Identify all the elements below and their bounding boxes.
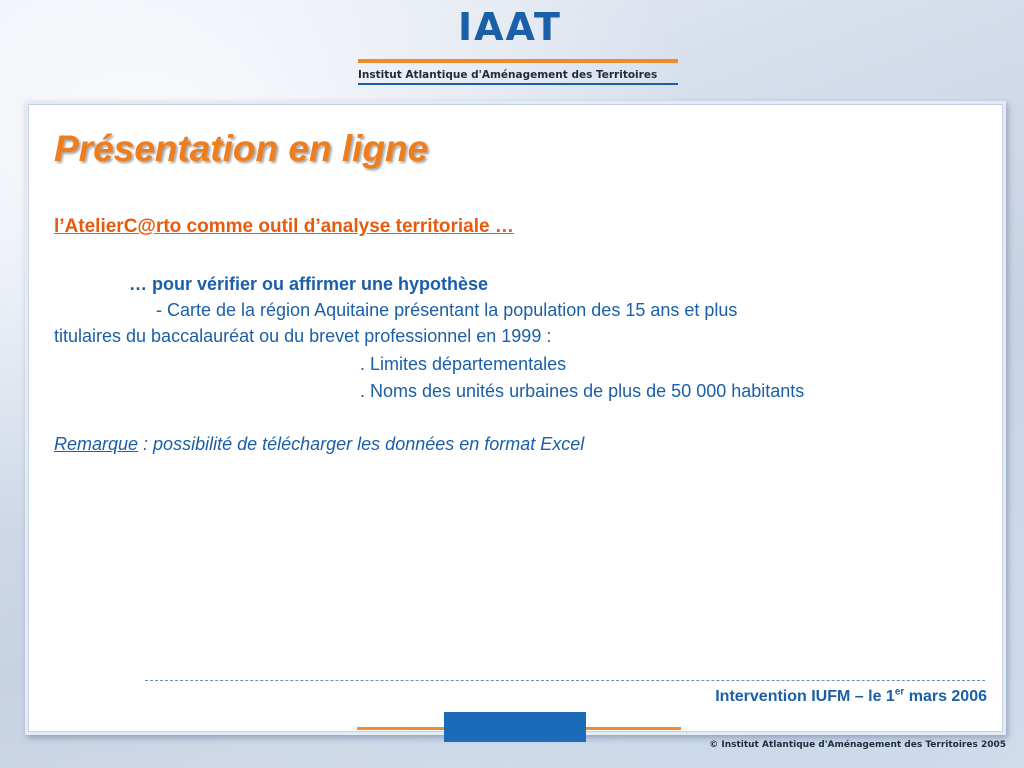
logo-blue-rule xyxy=(358,83,678,85)
footer-orange-bar-right xyxy=(586,727,681,730)
logo-wordmark: IAAT xyxy=(458,5,562,49)
footer-event-sup: er xyxy=(894,686,905,698)
footer-event-note xyxy=(715,688,987,706)
content-panel xyxy=(25,101,1006,735)
logo-orange-rule xyxy=(358,59,678,63)
slide-title: Présentation en ligne xyxy=(54,128,429,169)
map-layer-urban-units: . Noms des unités urbaines de plus de 50 000 habitants xyxy=(360,381,805,401)
footer-dashed-divider xyxy=(145,680,985,681)
remark xyxy=(54,434,584,455)
slide-subtitle: l’AtelierC@rto comme outil d’analyse territoriale … xyxy=(54,216,514,237)
logo-subtitle: Institut Atlantique d'Aménagement des Territoires xyxy=(358,69,658,81)
remark-label[interactable]: Remarque xyxy=(54,434,139,454)
footer-orange-bar-left xyxy=(357,727,444,730)
footer-event-prefix: Intervention IUFM – le 1 xyxy=(715,688,895,705)
map-description-line-1: - Carte de la région Aquitaine présentant la population des 15 ans et plus xyxy=(156,300,738,320)
copyright-notice: © Institut Atlantique d'Aménagement des Territoires 2005 xyxy=(709,740,1006,750)
hypothesis-heading: … pour vérifier ou affirmer une hypothèse xyxy=(129,274,489,294)
footer-blue-block xyxy=(444,712,586,742)
remark-text: : possibilité de télécharger les données en format Excel xyxy=(138,434,585,454)
map-description-line-2: titulaires du baccalauréat ou du brevet professionnel en 1999 : xyxy=(54,326,552,346)
map-layer-departments: . Limites départementales xyxy=(360,354,567,374)
footer-event-suffix: mars 2006 xyxy=(904,688,987,705)
